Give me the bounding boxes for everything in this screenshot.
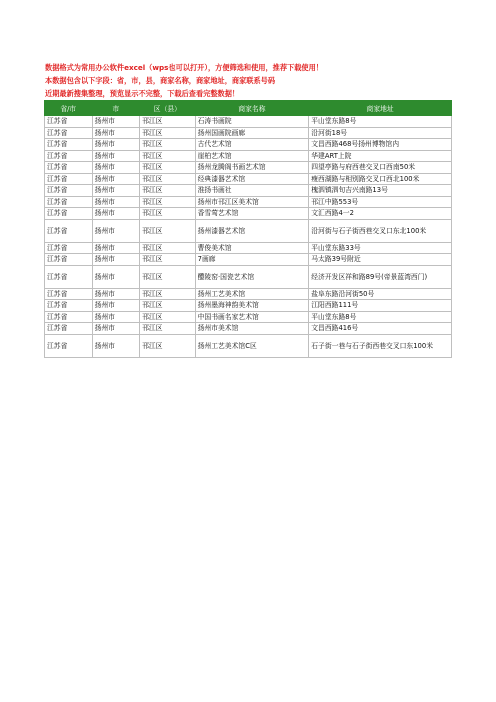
table-row [45, 173, 452, 185]
table-row [45, 162, 452, 174]
cell-province: 江苏省 [45, 196, 93, 208]
cell-city: 扬州市 [92, 242, 140, 254]
cell-district: 邗江区 [140, 334, 196, 357]
cell-merchant-address: 瘦西湖路与相别路交叉口西北100米 [309, 173, 452, 185]
cell-district: 邗江区 [140, 162, 196, 174]
cell-city: 扬州市 [92, 116, 140, 128]
cell-province: 江苏省 [45, 242, 93, 254]
cell-merchant-address: 槐泗镇泗旬吉兴南路13号 [309, 185, 452, 197]
cell-merchant-address: 文昌西路416号 [309, 323, 452, 335]
cell-district: 邗江区 [140, 254, 196, 266]
cell-province: 江苏省 [45, 150, 93, 162]
cell-province: 江苏省 [45, 254, 93, 266]
cell-merchant-address: 江阳西路111号 [309, 300, 452, 312]
cell-district: 邗江区 [140, 219, 196, 242]
table-row [45, 185, 452, 197]
cell-merchant-address: 华建ART上院 [309, 150, 452, 162]
cell-merchant-name: 扬州漆器艺术馆 [195, 219, 309, 242]
cell-city: 扬州市 [92, 254, 140, 266]
cell-city: 扬州市 [92, 173, 140, 185]
cell-merchant-name: 古代艺术馆 [195, 139, 309, 151]
cell-merchant-address: 经济开发区祥和路89号(帝景蓝湾西门) [309, 265, 452, 288]
cell-merchant-name: 扬州市邗江区美术馆 [195, 196, 309, 208]
cell-merchant-name: 扬州龙腾阁书画艺术馆 [195, 162, 309, 174]
cell-district: 邗江区 [140, 196, 196, 208]
cell-district: 邗江区 [140, 300, 196, 312]
cell-merchant-address: 平山堂东路8号 [309, 311, 452, 323]
cell-merchant-address: 文汇西路4一2 [309, 208, 452, 220]
cell-city: 扬州市 [92, 219, 140, 242]
cell-merchant-name: 扬州墨海神韵美术馆 [195, 300, 309, 312]
table-body [45, 116, 452, 358]
cell-district: 邗江区 [140, 242, 196, 254]
header-district: 区（县） [140, 101, 196, 116]
table-row [45, 219, 452, 242]
table-row [45, 139, 452, 151]
header-merchant-name: 商家名称 [195, 101, 309, 116]
cell-province: 江苏省 [45, 185, 93, 197]
cell-city: 扬州市 [92, 311, 140, 323]
cell-city: 扬州市 [92, 300, 140, 312]
cell-province: 江苏省 [45, 334, 93, 357]
cell-district: 邗江区 [140, 185, 196, 197]
cell-city: 扬州市 [92, 139, 140, 151]
cell-province: 江苏省 [45, 323, 93, 335]
cell-merchant-name: 7画廊 [195, 254, 309, 266]
cell-province: 江苏省 [45, 116, 93, 128]
cell-district: 邗江区 [140, 127, 196, 139]
cell-merchant-address: 平山堂东路33号 [309, 242, 452, 254]
cell-district: 邗江区 [140, 265, 196, 288]
cell-merchant-address: 盐阜东路沿河街50号 [309, 288, 452, 300]
cell-merchant-name: 崖柏艺术馆 [195, 150, 309, 162]
cell-district: 邗江区 [140, 116, 196, 128]
cell-merchant-address: 文昌西路468号扬州博物馆内 [309, 139, 452, 151]
table-row [45, 254, 452, 266]
table-row [45, 150, 452, 162]
note-line-2: 本数据包含以下字段：省，市，县，商家名称，商家地址，商家联系号码 [45, 76, 276, 85]
cell-district: 邗江区 [140, 139, 196, 151]
cell-merchant-name: 扬州工艺美术馆C区 [195, 334, 309, 357]
cell-city: 扬州市 [92, 323, 140, 335]
cell-city: 扬州市 [92, 127, 140, 139]
table-row [45, 208, 452, 220]
cell-merchant-name: 香雪莺艺术馆 [195, 208, 309, 220]
cell-merchant-address: 邗江中路553号 [309, 196, 452, 208]
cell-district: 邗江区 [140, 173, 196, 185]
table-row [45, 334, 452, 357]
cell-merchant-name: 淮扬书画社 [195, 185, 309, 197]
cell-city: 扬州市 [92, 150, 140, 162]
cell-city: 扬州市 [92, 265, 140, 288]
table-row [45, 288, 452, 300]
cell-province: 江苏省 [45, 139, 93, 151]
table-row [45, 311, 452, 323]
header-city: 市 [92, 101, 140, 116]
cell-province: 江苏省 [45, 208, 93, 220]
cell-merchant-address: 沿河街与石子街西巷交叉口东北100米 [309, 219, 452, 242]
table-row [45, 116, 452, 128]
cell-city: 扬州市 [92, 334, 140, 357]
cell-district: 邗江区 [140, 323, 196, 335]
cell-merchant-address: 马太路39号附近 [309, 254, 452, 266]
cell-province: 江苏省 [45, 265, 93, 288]
cell-merchant-name: 经典漆器艺术馆 [195, 173, 309, 185]
cell-merchant-address: 石子街一巷与石子街西巷交叉口东100米 [309, 334, 452, 357]
cell-city: 扬州市 [92, 288, 140, 300]
note-line-1: 数据格式为常用办公软件excel（wps也可以打开），方便筛选和使用，推荐下载使用！ [45, 63, 323, 72]
table-row [45, 127, 452, 139]
cell-city: 扬州市 [92, 162, 140, 174]
note-line-3: 近期最新搜集整理，预览显示不完整，下载后查看完整数据！ [45, 89, 240, 98]
cell-city: 扬州市 [92, 196, 140, 208]
notes-block [45, 61, 465, 100]
table-row [45, 196, 452, 208]
cell-province: 江苏省 [45, 311, 93, 323]
cell-merchant-name: 石涛书画院 [195, 116, 309, 128]
cell-province: 江苏省 [45, 127, 93, 139]
table-row [45, 323, 452, 335]
table-row [45, 265, 452, 288]
cell-province: 江苏省 [45, 219, 93, 242]
table-header-row [45, 101, 452, 116]
header-province: 省/市 [45, 101, 93, 116]
cell-district: 邗江区 [140, 288, 196, 300]
cell-merchant-name: 曹俊美术馆 [195, 242, 309, 254]
cell-province: 江苏省 [45, 288, 93, 300]
cell-district: 邗江区 [140, 208, 196, 220]
cell-city: 扬州市 [92, 185, 140, 197]
table-row [45, 300, 452, 312]
cell-merchant-name: 扬州市美术馆 [195, 323, 309, 335]
cell-merchant-address: 四望亭路与府西巷交叉口西南50米 [309, 162, 452, 174]
cell-city: 扬州市 [92, 208, 140, 220]
cell-province: 江苏省 [45, 173, 93, 185]
cell-province: 江苏省 [45, 300, 93, 312]
cell-district: 邗江区 [140, 150, 196, 162]
cell-merchant-address: 沿河街18号 [309, 127, 452, 139]
cell-province: 江苏省 [45, 162, 93, 174]
header-merchant-address: 商家地址 [309, 101, 452, 116]
cell-merchant-name: 中国书画名家艺术馆 [195, 311, 309, 323]
cell-merchant-name: 扬州国画院画廊 [195, 127, 309, 139]
merchant-table [44, 100, 452, 358]
cell-merchant-name: 醴陵窑·国瓷艺术馆 [195, 265, 309, 288]
cell-merchant-address: 平山堂东路8号 [309, 116, 452, 128]
cell-merchant-name: 扬州工艺美术馆 [195, 288, 309, 300]
table-row [45, 242, 452, 254]
cell-district: 邗江区 [140, 311, 196, 323]
